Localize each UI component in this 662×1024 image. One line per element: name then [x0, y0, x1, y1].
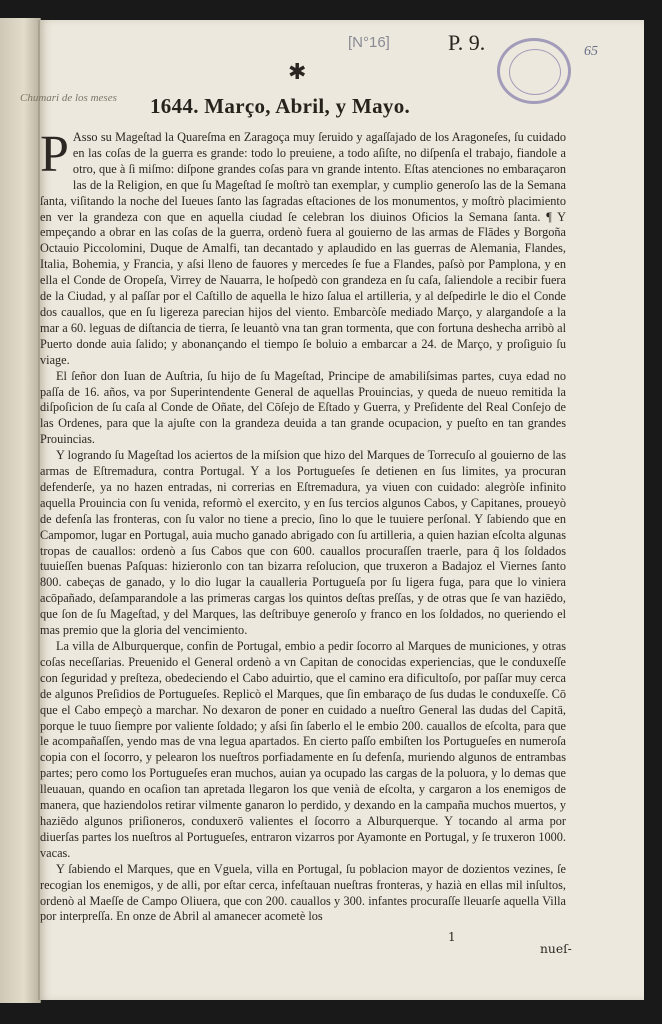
- previous-page-edge: [0, 18, 41, 1003]
- handwritten-folio-number: 65: [584, 44, 598, 59]
- paragraph: Y ſabiendo el Marques, que en Vguela, villa en Portugal, ſu poblacion mayor de dozientos vezines, ſe recogian los enemigos, y de alli, por eſtar cerca, infeſtauan nueſtras fronteras, y hazià en ellas mil inſultos, ordenò al Maeſſe de Campo Oliuera, que con 200. cauallos y 300. infantes procuraſſe lleuarſe aquella Villa por interpreſſa. En onze de Abril al amanecer acometè los: [40, 861, 566, 924]
- page-label: P. 9.: [448, 30, 486, 55]
- paragraph: P Asso su Mageſtad la Quareſma en Zaragoça muy ſeruido y agaſſajado de los Aragoneſes, ſu cuidado en las coſas de la guerra es grande: todo lo preuiene, a todo aſiſte, no diſpenſa el trabajo, fiandole a otro, que à ſi miſmo: diſpone grandes coſas para vn grande intento. Eſtas atenciones no embaraçaron las de la Religion, en que ſu Mageſtad ſe moſtrò tan exemplar, y cumplio generoſo las de la Semana ſanta, viſitando la noche del Iueues ſanto las ſagradas eſtaciones de los monumentos, y moſtrò placimiento en ver la grandeza con que en aquella ciudad ſe celebran los diuinos Oficios la Semana ſanta. ¶ Y empeçando a obrar en las coſas de la guerra, ordenò fuera al gouierno de las armas de Flādes y Borgoña Octauio Piccolomini, Duque de Amalfi, tan decantado y aplaudido en las guerras de Alemania, Flandes, Italia, Bohemia, y Francia, y aſsi lleno de fauores y mercedes ſe fue a Flandes, paſsò por Pamplona, y en ella el Conde de Oropeſa, Virrey de Nauarra, le hoſpedò con grandeza en ſu caſa, ſaliendole a recibir fuera de la Ciudad, y al paſſar por el Caſtillo de aquella le hizo ſalua el artilleria, y al deſpedirle le dio el Conde dos cauallos, que en ſu ligereza parecian hijos del viento. Embarcòſe mediado Março, y alargandoſe a la mar a 60. leguas de diſtancia de tierra, ſe leuantò vna tan gran tormenta, que con fortuna deshecha arribò al Puerto donde auia ſalido; y abonançando el tiempo ſe boluio a embarcar a 24. de Março, y proſiguio ſu viage.: [40, 126, 566, 367]
- ornament-asterisk: ✱: [288, 60, 307, 85]
- signature-mark: 1: [448, 930, 456, 944]
- catalog-mark: [N°16]: [348, 34, 390, 51]
- margin-note: Chumari de los meses: [20, 92, 117, 104]
- paragraph: La villa de Alburquerque, confin de Portugal, embio a pedir ſocorro al Marques de municiones, y otras coſas neceſſarias. Preuenido el General ordenò a vn Capitan de conocidas experiencias, que le conduxeſſe con ſeguridad y preſteza, obedeciendo el Cabo aduirtio, que el camino era dificultoſo, por paſſar muy cerca de algunos Preſidios de Portugueſes. Replicò el Marques, que ſin embaraço de ſus dudas le conduxeſſe. Cō que el Cabo empeçò a marchar. No dexaron de poner en cuidado a nueſtro General las dudas del Capitā, porque le tuuo ſiempre por valiente ſoldado; y aſsi ſin ſaberlo el le embio 200. cauallos de eſcolta, para que le acompañaſſen, yendo mas de vna legua apartados. En cierto paſſo embiſten los Portugueſes en numeroſa copia con el ſocorro, y pelearon los nueſtros porfiadamente en ſu defenſa, muriendo algunos de entrambas partes; pero como los Portugueſes eran muchos, auian ya ocupado las cargas de la poluora, y lo demas que lleuauan, quando en ocaſion tan apretada llegaron los que venià de eſcolta, y cargaron a los enemigos de manera, que haziendolos retirar vilmente ganaron lo perdido, y dexando en la campaña muchos muertos, y haziēdo algunos priſioneros, conduxerō valientes el ſocorro a Alburquerque. Y tocando al arma por diuerſas partes los nueſtros al Portugueſes, entraron vizarros por Ayamonte en Portugal, y ſe truxeron 1000. vacas.: [40, 639, 566, 860]
- paragraph: El ſeñor don Iuan de Auſtria, ſu hijo de ſu Mageſtad, Principe de amabiliſsimas partes, cuya edad no paſſa de 16. años, va por Superintendente General de aquellas Prouincias, y queda de nueuo remitida la diſpoſicion de ſu caſa al Conde de Oñate, del Cōſejo de Eſtado y Guerra, y Preſidente del Real Conſejo de las Ordenes, para que la ajuſte con la grandeza deuida a tan grande ocupacion, y pueſto en tan grandes Prouincias.: [40, 368, 566, 447]
- drop-cap: P: [40, 126, 69, 183]
- catchword: nueſ-: [540, 942, 572, 956]
- paragraph: Y logrando ſu Mageſtad los aciertos de la miſsion que hizo del Marques de Torrecuſo al gouierno de las armas de Eſtremadura, contra Portugal. Y a los Portugueſes ſe detienen en ſus limites, ya procuran defenderſe, ya no hazen entradas, ni correrias en Eſtremadura, ya viuen con cuidado: alegròſe infinito aquella Prouincia con ſu venida, reformò el exercito, y en ſus tercios algunos Cabos, y Capitanes, proueyò de defenſa las fronteras, con ſu valor no tiene a precio, ſino lo que le tuuiere perſonal. Y ſabiendo que en Campomor, lugar en Portugal, auia mucho ganado abrigado con ſu artilleria, a quien hazian eſcolta algunas tropas de cauallos: ordenò a ſus Cabos que con 600. cauallos procuraſſen traerle, para q̃ los ſoldados tuuieſſen buenas Paſquas: hizieronlo con tan bizarra reſolucion, que truxeron a Badajoz el Viernes ſanto 800. cabeças de ganado, y lo dio lugar la caualleria Portugueſa por ſu ligera fuga, para que lo viniera acōpañado, deſamparandole a las primeras cargas los quintos deſtas preſſas, y de otras que ſe van haziēdo, que ſon de ſu Mageſtad, y del Marques, las deſtribuye generoſo y franco en los ſoldados, no queriendo el mas premio que la gloria del vencimiento.: [40, 448, 566, 638]
- body-text: [40, 126, 566, 925]
- library-stamp: [497, 38, 571, 104]
- page-title: 1644. Março, Abril, y Mayo.: [150, 94, 411, 118]
